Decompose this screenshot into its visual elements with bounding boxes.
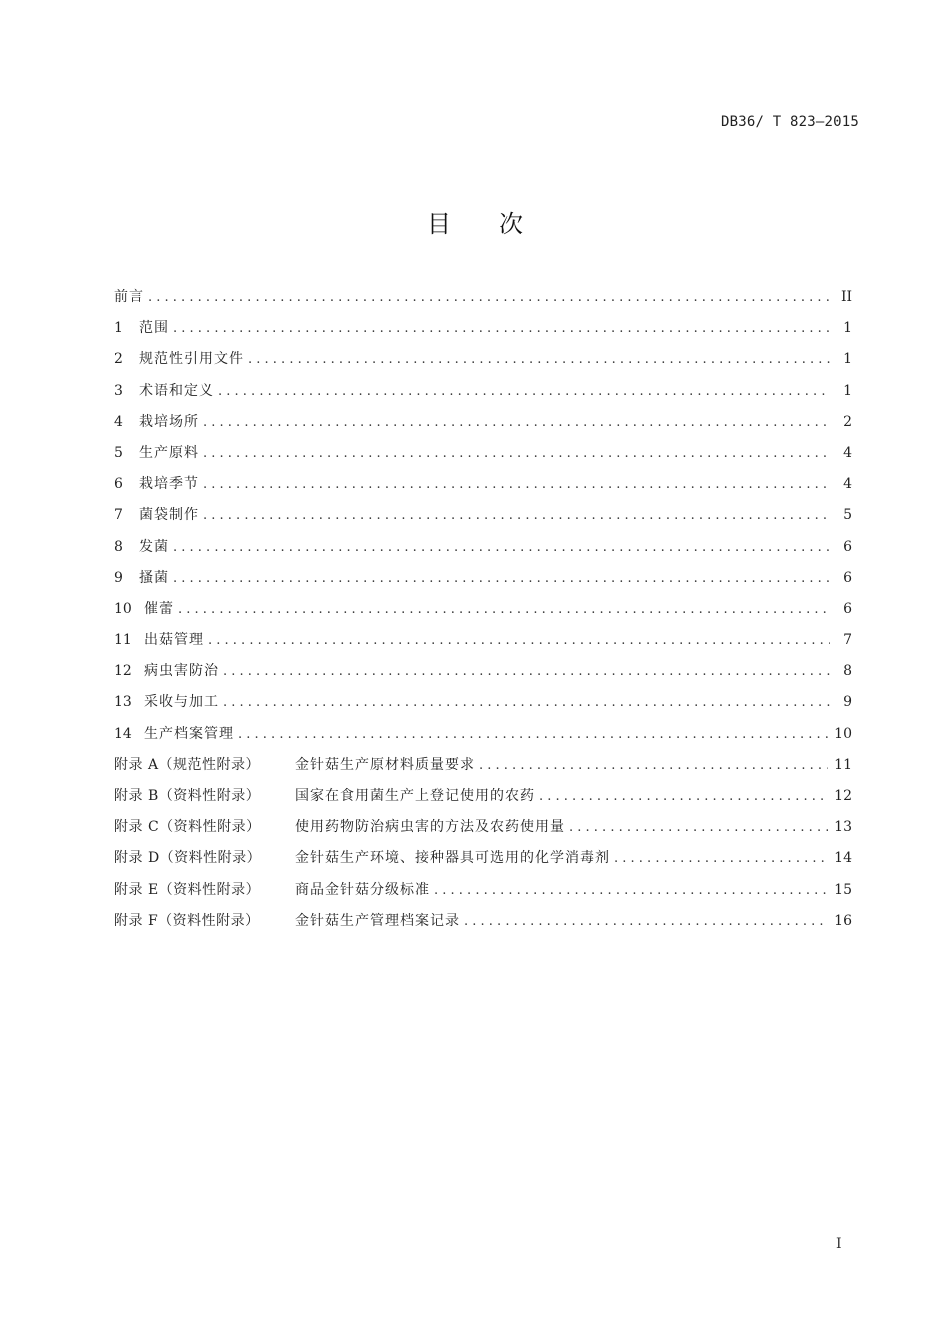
- dot-leader: [178, 597, 830, 623]
- toc-page: 7: [843, 632, 852, 649]
- document-code: DB36/ T 823—2015: [720, 114, 859, 130]
- dot-leader: [238, 722, 828, 748]
- toc-appendix-entry[interactable]: [114, 752, 852, 783]
- toc-entry[interactable]: [114, 689, 852, 720]
- toc-entry[interactable]: [114, 378, 852, 409]
- toc-page: 1: [843, 320, 852, 337]
- toc-number: 2: [114, 351, 123, 368]
- toc-entry[interactable]: [114, 627, 852, 658]
- toc-number: 4: [114, 413, 123, 430]
- toc-entry[interactable]: [114, 658, 852, 689]
- toc-number: 13: [114, 694, 132, 711]
- page-number: I: [836, 1236, 842, 1252]
- dot-leader: [218, 379, 830, 405]
- toc-number: 11: [114, 632, 132, 649]
- toc-number: 6: [114, 476, 123, 493]
- dot-leader: [248, 347, 830, 373]
- toc-appendix-entry[interactable]: [114, 877, 852, 908]
- toc-page: 4: [843, 444, 852, 461]
- dot-leader: [208, 628, 830, 654]
- title-char-2: 次: [499, 210, 523, 238]
- toc-label: 范围: [139, 320, 169, 337]
- appendix-prefix: 附录 E（资料性附录）: [114, 881, 261, 898]
- toc-page: 6: [843, 538, 852, 555]
- appendix-prefix: 附录 F（资料性附录）: [114, 912, 260, 929]
- dot-leader: [203, 503, 830, 529]
- dot-leader: [464, 909, 828, 935]
- dot-leader: [148, 285, 830, 311]
- toc-label: 栽培季节: [139, 476, 199, 493]
- dot-leader: [203, 472, 830, 498]
- toc-page: 6: [843, 569, 852, 586]
- toc-entry[interactable]: [114, 565, 852, 596]
- toc-number: 8: [114, 538, 123, 555]
- dot-leader: [203, 441, 830, 467]
- dot-leader: [614, 846, 828, 872]
- toc-label: 前言: [114, 289, 144, 305]
- toc-page: 2: [843, 413, 852, 430]
- toc-label: 商品金针菇分级标准: [295, 881, 430, 898]
- toc-entry[interactable]: [114, 315, 852, 346]
- toc-number: 14: [114, 725, 132, 742]
- toc-page: 14: [834, 850, 852, 867]
- toc-number: 5: [114, 444, 123, 461]
- toc-page: 11: [834, 756, 852, 773]
- toc-label: 搔菌: [139, 569, 169, 586]
- toc-label: 催蕾: [144, 600, 174, 617]
- toc-label: 生产原料: [139, 444, 199, 461]
- toc-number: 12: [114, 663, 132, 680]
- toc-label: 菌袋制作: [139, 507, 199, 524]
- toc-entry[interactable]: [114, 502, 852, 533]
- toc-number: 10: [114, 600, 132, 617]
- toc-label: 病虫害防治: [144, 663, 219, 680]
- dot-leader: [173, 535, 830, 561]
- toc-entry[interactable]: [114, 596, 852, 627]
- toc-page: II: [840, 289, 852, 305]
- toc-appendix-entry[interactable]: [114, 783, 852, 814]
- toc-page: 6: [843, 600, 852, 617]
- appendix-prefix: 附录 C（资料性附录）: [114, 819, 261, 836]
- toc-label: 术语和定义: [139, 382, 214, 399]
- toc-label: 栽培场所: [139, 413, 199, 430]
- dot-leader: [223, 659, 830, 685]
- toc-label: 金针菇生产环境、接种器具可选用的化学消毒剂: [295, 850, 610, 867]
- dot-leader: [223, 690, 830, 716]
- toc-label: 国家在食用菌生产上登记使用的农药: [295, 788, 535, 804]
- toc-number: 7: [114, 507, 123, 524]
- dot-leader: [569, 815, 828, 841]
- toc-appendix-entry[interactable]: [114, 814, 852, 845]
- appendix-prefix: 附录 A（规范性附录）: [114, 756, 261, 773]
- toc-appendix-entry[interactable]: [114, 845, 852, 876]
- dot-leader: [539, 784, 828, 810]
- toc-entry[interactable]: [114, 534, 852, 565]
- dot-leader: [434, 878, 828, 904]
- toc-label: 采收与加工: [144, 694, 219, 711]
- title-char-1: 目: [427, 210, 451, 238]
- toc-appendix-entry[interactable]: [114, 908, 852, 939]
- toc-entry[interactable]: [114, 440, 852, 471]
- page-title: [0, 204, 950, 239]
- toc-page: 1: [843, 351, 852, 368]
- toc-page: 8: [843, 663, 852, 680]
- toc-page: 16: [834, 912, 852, 929]
- toc-label: 使用药物防治病虫害的方法及农药使用量: [295, 819, 565, 836]
- toc-label: 生产档案管理: [144, 725, 234, 742]
- toc-page: 13: [834, 819, 852, 836]
- toc-label: 规范性引用文件: [139, 351, 244, 368]
- dot-leader: [173, 316, 830, 342]
- toc-page: 15: [834, 881, 852, 898]
- toc-page: 5: [843, 507, 852, 524]
- toc-number: 1: [114, 320, 123, 337]
- toc-page: 10: [834, 725, 852, 742]
- toc-page: 9: [843, 694, 852, 711]
- toc-label: 发菌: [139, 538, 169, 555]
- toc-page: 1: [843, 382, 852, 399]
- toc-entry-preface[interactable]: [114, 284, 852, 315]
- toc-label: 出菇管理: [144, 632, 204, 649]
- toc-entry[interactable]: [114, 409, 852, 440]
- toc-number: 9: [114, 569, 123, 586]
- table-of-contents: [114, 284, 852, 939]
- toc-label: 金针菇生产原材料质量要求: [295, 756, 475, 773]
- toc-number: 3: [114, 382, 123, 399]
- toc-entry[interactable]: [114, 721, 852, 752]
- appendix-prefix: 附录 B（资料性附录）: [114, 788, 261, 804]
- toc-entry[interactable]: [114, 346, 852, 377]
- dot-leader: [173, 566, 830, 592]
- toc-label: 金针菇生产管理档案记录: [295, 912, 460, 929]
- toc-page: 4: [843, 476, 852, 493]
- toc-page: 12: [834, 788, 852, 804]
- toc-entry[interactable]: [114, 471, 852, 502]
- dot-leader: [479, 753, 828, 779]
- appendix-prefix: 附录 D（资料性附录）: [114, 850, 262, 867]
- dot-leader: [203, 410, 830, 436]
